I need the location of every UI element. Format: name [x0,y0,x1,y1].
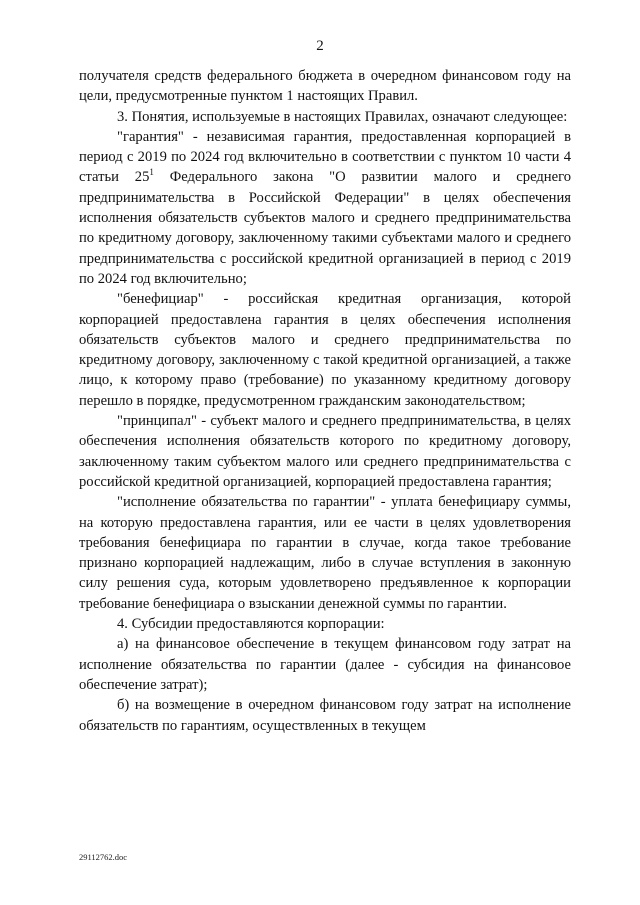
paragraph-definition-obligation-execution: "исполнение обязательства по гарантии" - уплата бенефициару суммы, на которую предоставлена гарантия, или ее части в целях удовлетворения требования бенефициара по гарантии в случае, когда такое требование признано корпорацией надлежащим, либо в случае вступления в законную силу решения суда, которым удовлетворено предъявленное к корпорации требование бенефициара о взыскании денежной суммы по гарантии. [79,494,571,612]
paragraph-item-b: б) на возмещение в очередном финансовом году затрат на исполнение обязательств по гарантиям, осуществленных в текущем [79,697,571,734]
paragraph-continuation: получателя средств федерального бюджета в очередном финансовом году на цели, предусмотренные пунктом 1 настоящих Правил. [79,68,571,105]
paragraph-item-a: а) на финансовое обеспечение в текущем финансовом году затрат на исполнение обязательства по гарантии (далее - субсидия на финансовое обеспечение затрат); [79,636,571,693]
footer-document-code: 29112762.doc [79,852,128,862]
paragraph-section-4-heading: 4. Субсидии предоставляются корпорации: [117,616,385,633]
article-superscript: 1 [149,167,154,178]
paragraph-definition-principal: "принципал" - субъект малого и среднего предпринимательства, в целях обеспечения исполнения обязательств которого по кредитному договору, заключенному таким субъектом малого или среднего предпринимательства с российской кредитной организацией, корпорацией предоставлена гарантия; [79,413,571,490]
paragraph-definition-guarantee [79,127,571,289]
paragraph-definition-beneficiary: "бенефициар" - российская кредитная организация, которой корпорацией предоставлена гарантия в целях обеспечения исполнения обязательств субъектов малого и среднего предпринимательства по кредитному договору, заключенному с такой кредитной организацией, а также лицо, к которому право (требование) по указанному кредитному договору перешло в порядке, предусмотренном гражданским законодательством; [79,291,571,409]
definition-guarantee-text-start: "гарантия" - независимая гарантия, предоставленная корпорацией в период с 2019 по 2024 год включительно в соответствии с пунктом 10 части 4 статьи 25 [79,128,571,186]
document-body [79,66,571,736]
definition-guarantee-text-end: Федерального закона "О развитии малого и среднего предпринимательства в Российской Федерации" в целях обеспечения исполнения обязательств субъектов малого и среднего предпринимательства по кредитному договору, заключенному такими субъектами малого и среднего предпринимательства с российской кредитной организацией в период с 2019 по 2024 год включительно; [79,169,571,287]
paragraph-section-3-heading: 3. Понятия, используемые в настоящих Правилах, означают следующее: [117,108,568,125]
page-number: 2 [316,38,324,54]
